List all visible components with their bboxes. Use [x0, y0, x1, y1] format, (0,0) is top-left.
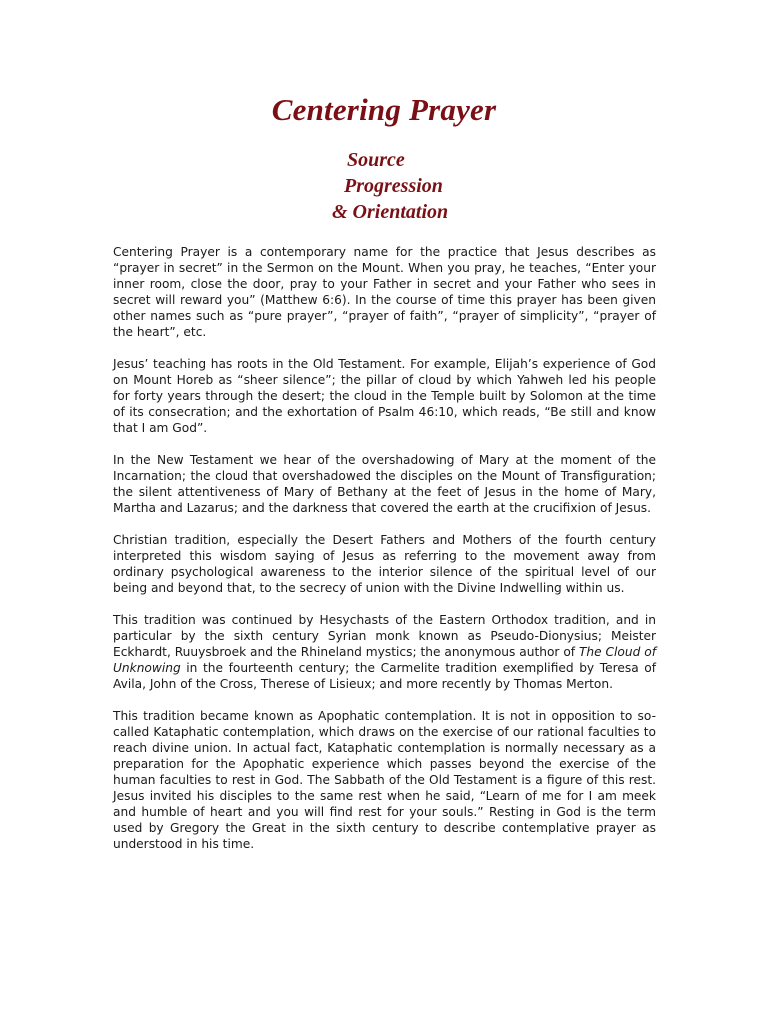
subtitle-line-source: Source [347, 149, 405, 171]
subtitle-line-progression: Progression [344, 175, 443, 197]
paragraph-4: Christian tradition, especially the Desert Fathers and Mothers of the fourth century interpreted this wisdom saying of Jesus as referring to the movement away from ordinary psychological awareness to the interior silence of the spiritual level of our being and beyond that, to the secrecy of union with the Divine Indwelling within us. [113, 533, 656, 595]
subtitle-line-orientation: & Orientation [332, 201, 449, 223]
book-title-cloud-of-unknowing: The Cloud of Unknowing [113, 645, 656, 675]
document-title: Centering Prayer [271, 92, 497, 127]
paragraph-5 [113, 612, 656, 692]
paragraph-5-text-b: in the fourteenth century; the Carmelite tradition exemplified by Teresa of Avila, John of the Cross, Therese of Lisieux; and more recently by Thomas Merton. [113, 661, 656, 691]
paragraph-5-text-a: This tradition was continued by Hesychasts of the Eastern Orthodox tradition, and in particular by the sixth century Syrian monk known as Pseudo-Dionysius; Meister Eckhardt, Ruuysbroek and the Rhineland mystics; the anonymous author of [113, 613, 656, 659]
paragraph-2: Jesus’ teaching has roots in the Old Testament. For example, Elijah’s experience of God on Mount Horeb as “sheer silence”; the pillar of cloud by which Yahweh led his people for forty years through the desert; the cloud in the Temple built by Solomon at the time of its consecration; and the exhortation of Psalm 46:10, which reads, “Be still and know that I am God”. [113, 357, 656, 435]
paragraph-1: Centering Prayer is a contemporary name for the practice that Jesus describes as “prayer in secret” in the Sermon on the Mount. When you pray, he teaches, “Enter your inner room, close the door, pray to your Father in secret and your Father who sees in secret will reward you” (Matthew 6:6). In the course of time this prayer has been given other names such as “pure prayer”, “prayer of faith”, “prayer of simplicity”, “prayer of the heart”, etc. [113, 245, 656, 339]
document-body [113, 244, 656, 852]
paragraph-6: This tradition became known as Apophatic contemplation. It is not in opposition to so-called Kataphatic contemplation, which draws on the exercise of our rational faculties to reach divine union. In actual fact, Kataphatic contemplation is normally necessary as a preparation for the Apophatic experience which passes beyond the exercise of the human faculties to rest in God. The Sabbath of the Old Testament is a figure of this rest. Jesus invited his disciples to the same rest when he said, “Learn of me for I am meek and humble of heart and you will find rest for your souls.” Resting in God is the term used by Gregory the Great in the sixth century to describe contemplative prayer as understood in his time. [113, 709, 656, 851]
paragraph-3: In the New Testament we hear of the overshadowing of Mary at the moment of the Incarnation; the cloud that overshadowed the disciples on the Mount of Transfiguration; the silent attentiveness of Mary of Bethany at the feet of Jesus in the home of Mary, Martha and Lazarus; and the darkness that covered the earth at the crucifixion of Jesus. [113, 453, 656, 515]
